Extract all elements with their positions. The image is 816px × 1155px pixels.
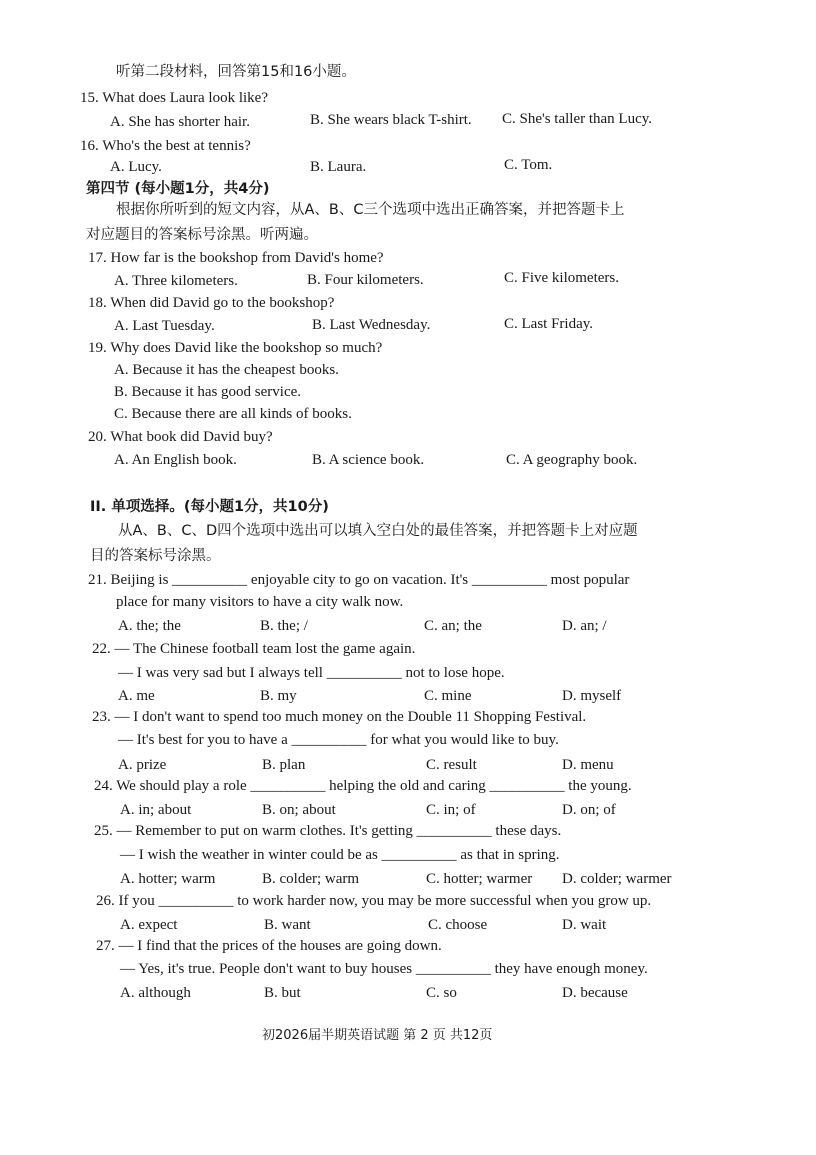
q22-option-d: D. myself: [562, 688, 622, 704]
q22-option-a: A. me: [118, 688, 155, 704]
q25-option-d: D. colder; warmer: [562, 871, 672, 887]
part2-instruction-line2: 目的答案标号涂黑。: [90, 548, 221, 564]
q21-option-d: D. an; /: [562, 618, 607, 634]
q25-option-c: C. hotter; warmer: [426, 871, 533, 887]
q24-option-b: B. on; about: [262, 802, 336, 818]
q26-option-a: A. expect: [120, 917, 178, 933]
q25-option-a: A. hotter; warm: [120, 871, 216, 887]
part-intro: 听第二段材料，回答第15和16小题。: [116, 64, 356, 80]
q16-option-b: B. Laura.: [310, 159, 367, 175]
q24-option-a: A. in; about: [120, 802, 192, 818]
q21-option-b: B. the; /: [260, 618, 308, 634]
q26-line1: 26. If you __________ to work harder now, you may be more successful when you grow up.: [96, 893, 652, 909]
q23-option-a: A. prize: [118, 757, 167, 773]
q20-option-b: B. A science book.: [312, 452, 425, 468]
q27-line2: — Yes, it's true. People don't want to buy houses __________ they have enough money.: [120, 961, 648, 977]
q20-stem: 20. What book did David buy?: [88, 429, 273, 445]
q15-option-c: C. She's taller than Lucy.: [502, 111, 653, 127]
part2-title: II. 单项选择。(每小题1分，共10分): [90, 499, 329, 515]
q23-line2: — It's best for you to have a __________ for what you would like to buy.: [118, 732, 559, 748]
page-footer: 初2026届半期英语试题 第 2 页 共12页: [262, 1028, 493, 1043]
q27-option-a: A. although: [120, 985, 191, 1001]
q17-option-c: C. Five kilometers.: [504, 270, 619, 286]
section4-title: 第四节 (每小题1分，共4分): [86, 181, 270, 197]
q21-option-a: A. the; the: [118, 618, 181, 634]
q19-option-a: A. Because it has the cheapest books.: [114, 362, 339, 378]
q19-option-c: C. Because there are all kinds of books.: [114, 406, 352, 422]
q18-option-b: B. Last Wednesday.: [312, 317, 431, 333]
q20-option-a: A. An English book.: [114, 452, 237, 468]
q27-option-b: B. but: [264, 985, 301, 1001]
q18-option-a: A. Last Tuesday.: [114, 318, 215, 334]
q15-stem: 15. What does Laura look like?: [80, 90, 268, 106]
q24-option-d: D. on; of: [562, 802, 616, 818]
q26-option-c: C. choose: [428, 917, 488, 933]
q16-stem: 16. Who's the best at tennis?: [80, 138, 251, 154]
q17-stem: 17. How far is the bookshop from David's home?: [88, 250, 384, 266]
part2-instruction-line1: 从A、B、C、D四个选项中选出可以填入空白处的最佳答案，并把答题卡上对应题: [118, 523, 638, 539]
q16-option-a: A. Lucy.: [110, 159, 162, 175]
q26-option-d: D. wait: [562, 917, 607, 933]
q21-line1: 21. Beijing is __________ enjoyable city to go on vacation. It's __________ most popular: [88, 572, 630, 588]
q23-option-d: D. menu: [562, 757, 614, 773]
q27-line1: 27. — I find that the prices of the houses are going down.: [96, 938, 442, 954]
q19-stem: 19. Why does David like the bookshop so much?: [88, 340, 383, 356]
q21-line2: place for many visitors to have a city walk now.: [116, 594, 404, 610]
q17-option-a: A. Three kilometers.: [114, 273, 238, 289]
q18-option-c: C. Last Friday.: [504, 316, 594, 332]
q27-option-c: C. so: [426, 985, 457, 1001]
q20-option-c: C. A geography book.: [506, 452, 638, 468]
q25-line1: 25. — Remember to put on warm clothes. It's getting __________ these days.: [94, 823, 562, 839]
q22-option-b: B. my: [260, 688, 297, 704]
q25-line2: — I wish the weather in winter could be as __________ as that in spring.: [120, 847, 560, 863]
q22-line1: 22. — The Chinese football team lost the game again.: [92, 641, 416, 657]
q19-option-b: B. Because it has good service.: [114, 384, 302, 400]
q21-option-c: C. an; the: [424, 618, 482, 634]
q25-option-b: B. colder; warm: [262, 871, 360, 887]
q18-stem: 18. When did David go to the bookshop?: [88, 295, 335, 311]
q23-option-b: B. plan: [262, 757, 306, 773]
section4-instruction-line2: 对应题目的答案标号涂黑。听两遍。: [86, 227, 318, 243]
q22-option-c: C. mine: [424, 688, 472, 704]
q24-option-c: C. in; of: [426, 802, 476, 818]
section4-instruction-line1: 根据你所听到的短文内容，从A、B、C三个选项中选出正确答案，并把答题卡上: [116, 202, 625, 218]
q22-line2: — I was very sad but I always tell __________ not to lose hope.: [118, 665, 505, 681]
q26-option-b: B. want: [264, 917, 311, 933]
q24-line1: 24. We should play a role __________ helping the old and caring __________ the young.: [94, 778, 632, 794]
q23-line1: 23. — I don't want to spend too much money on the Double 11 Shopping Festival.: [92, 709, 587, 725]
q23-option-c: C. result: [426, 757, 477, 773]
q15-option-a: A. She has shorter hair.: [110, 114, 250, 130]
q15-option-b: B. She wears black T-shirt.: [310, 112, 472, 128]
q27-option-d: D. because: [562, 985, 628, 1001]
q16-option-c: C. Tom.: [504, 157, 553, 173]
q17-option-b: B. Four kilometers.: [307, 272, 424, 288]
